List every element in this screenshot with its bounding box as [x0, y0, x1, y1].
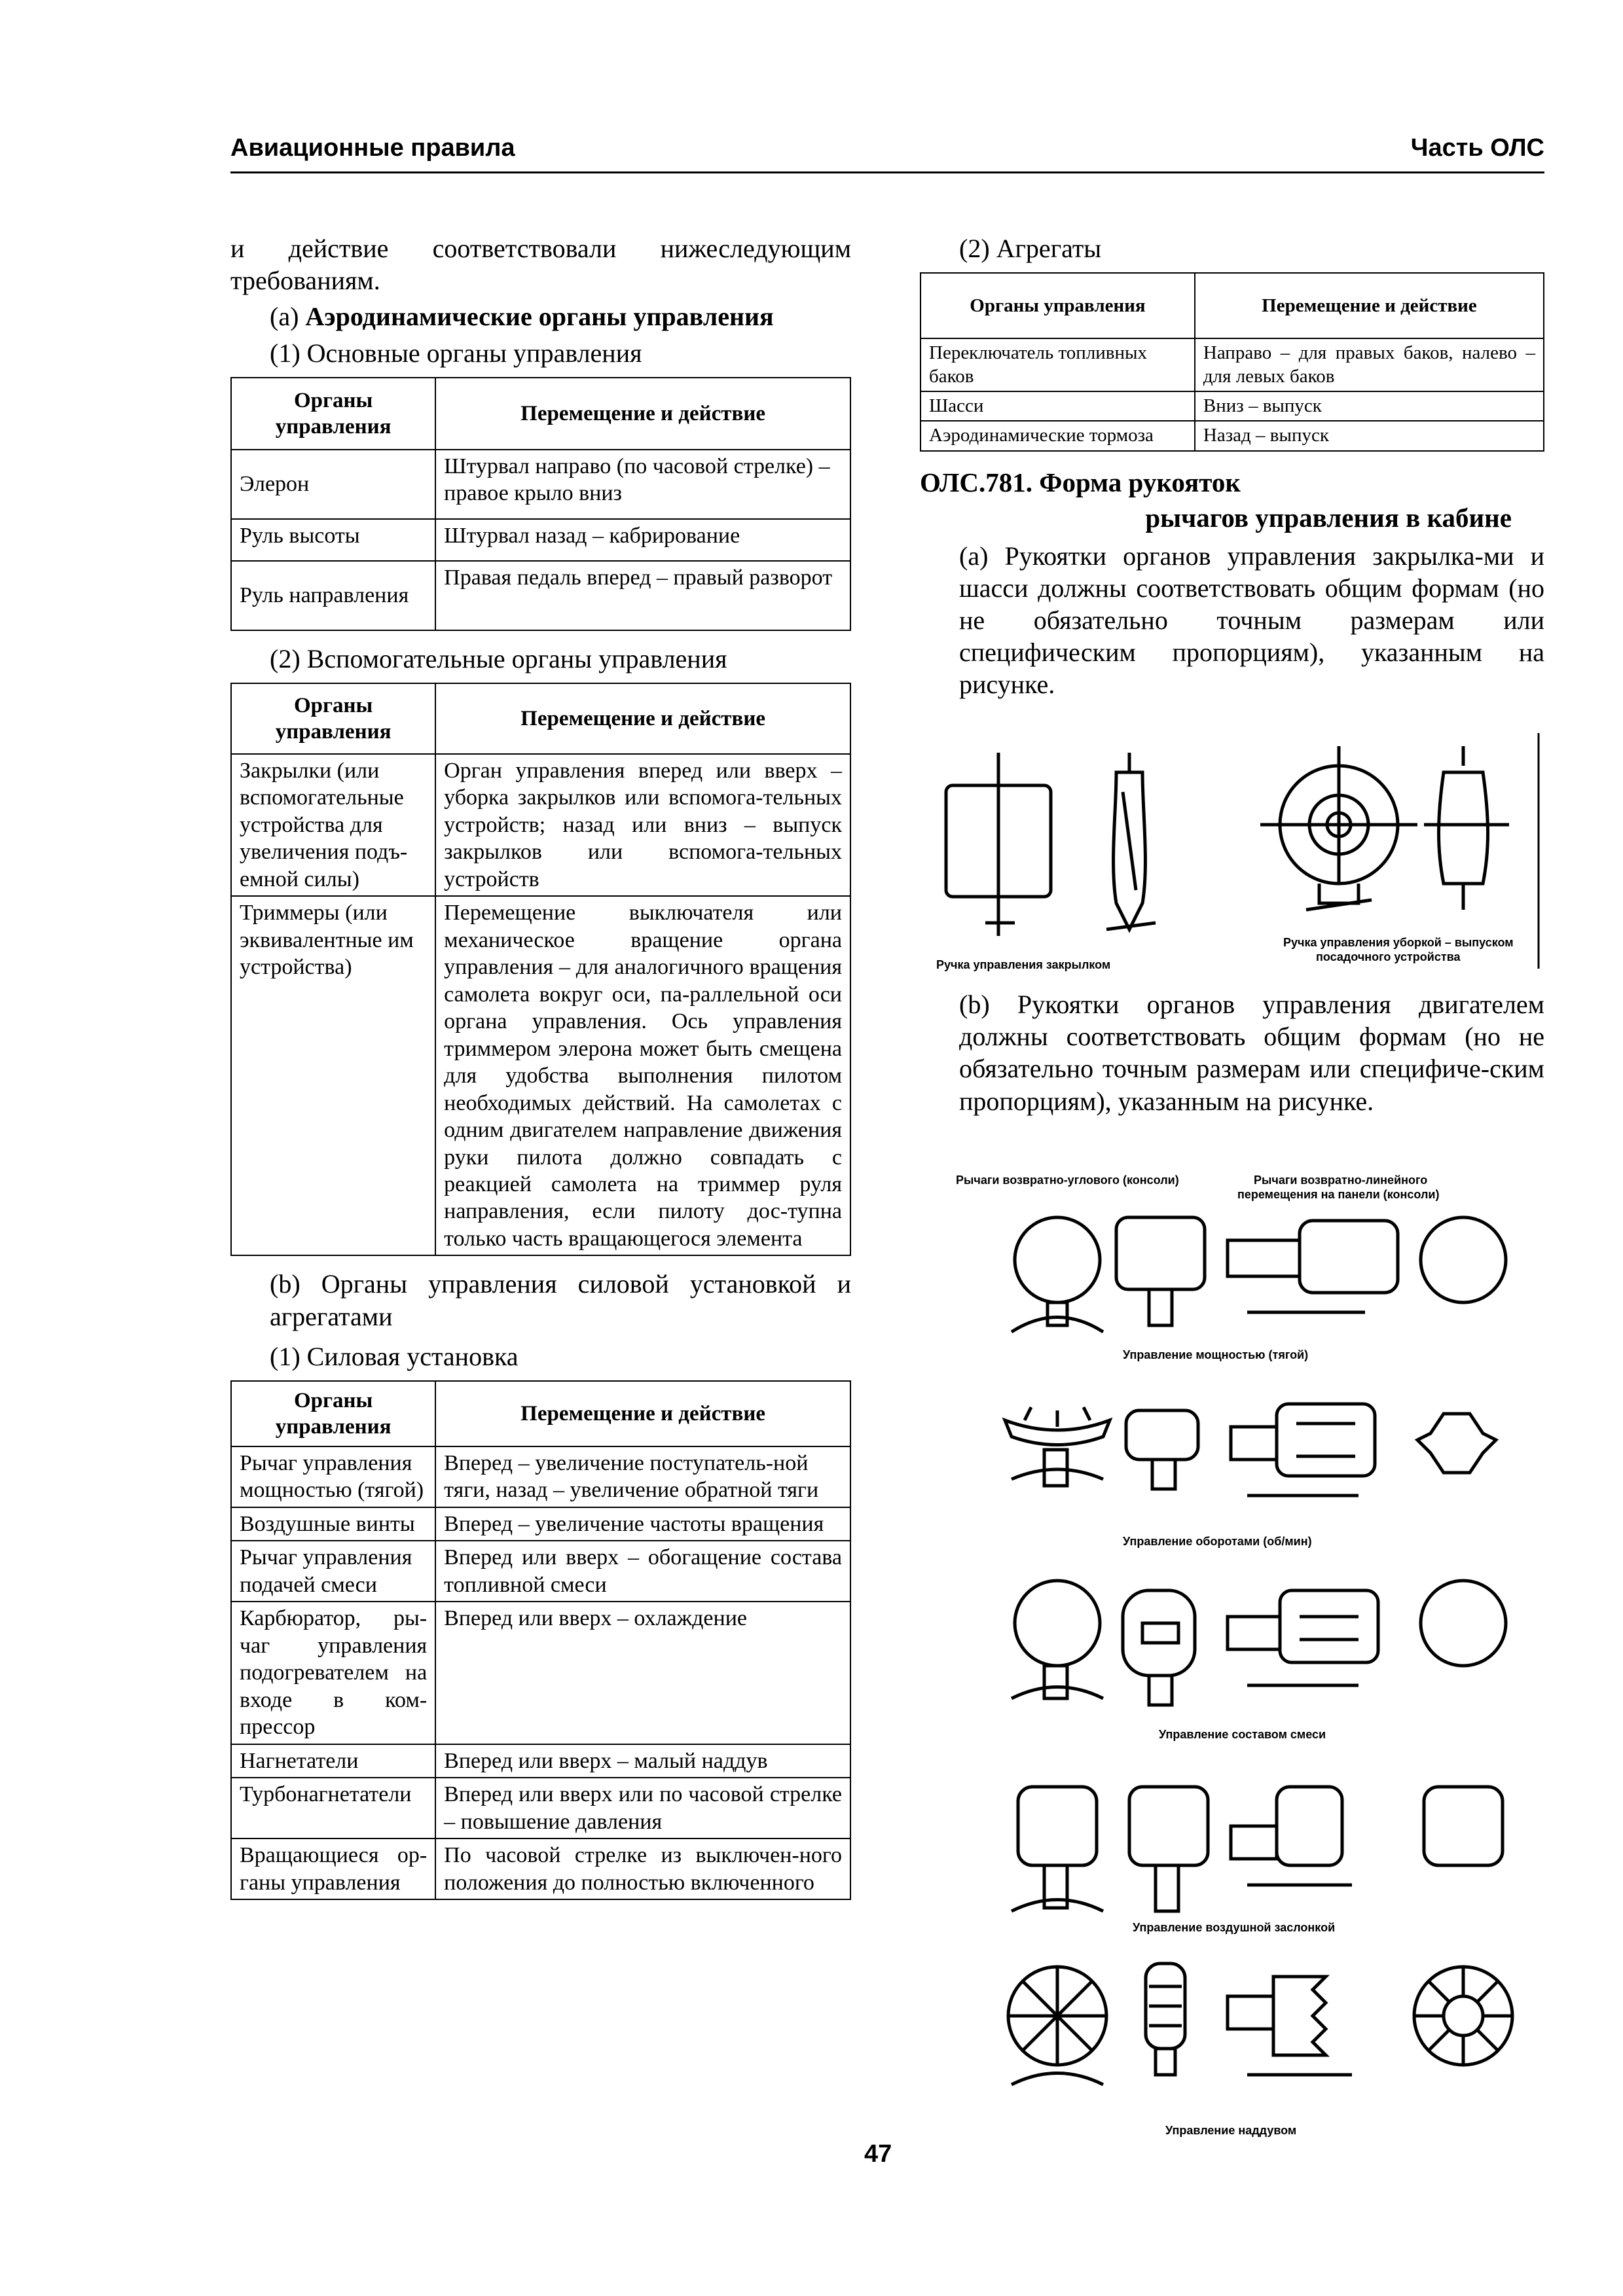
subsection-aux-controls: (2) Вспомогательные органы управления	[270, 643, 727, 673]
table-header-controls: Органы управления	[231, 378, 435, 450]
caption-linear-levers-2: перемещения на панели (консоли)	[1237, 1188, 1440, 1201]
section-b-title: (b) Органы управления силовой установкой и агрегатами	[270, 1269, 851, 1331]
table-header-action: Перемещение и действие	[435, 1381, 850, 1446]
subsection-main-controls: (1) Основные органы управления	[270, 338, 642, 368]
table-cell: Вперед или вверх – малый наддув	[435, 1744, 850, 1778]
subsection-aggregates: (2) Агрегаты	[959, 234, 1102, 263]
caption-linear-levers-1: Рычаги возвратно-линейного	[1254, 1174, 1428, 1187]
subsection-powerplant: (1) Силовая установка	[270, 1341, 519, 1371]
figure-engine-control-knobs	[985, 1204, 1544, 2134]
table-cell: Вперед – увеличение частоты вращения	[435, 1507, 850, 1541]
caption-gear-2: посадочного устройства	[1316, 950, 1461, 963]
caption-flap: Ручка управления закрылком	[936, 958, 1111, 971]
aux-controls-table	[230, 683, 851, 1256]
table-cell: Орган управления вперед или вверх – уборка закрылков или вспомога-тельных устройств; назад или вниз – выпуск закрылков или вспомога-тельных устройств	[435, 754, 850, 896]
table-cell: Направо – для правых баков, налево – для левых баков	[1195, 338, 1544, 391]
table-header-action: Перемещение и действие	[435, 378, 850, 450]
power-knob-row	[1012, 1217, 1506, 1332]
caption-gear-1: Ручка управления уборкой – выпуском	[1283, 936, 1514, 949]
paragraph-b-block	[920, 988, 1544, 1121]
table-cell: Назад – выпуск	[1195, 421, 1544, 450]
table-cell: Вращающиеся ор-ганы управления	[231, 1839, 435, 1899]
section-heading-line2: рычагов управления в кабине	[1145, 503, 1512, 533]
caption-boost: Управление наддувом	[1165, 2124, 1297, 2137]
table-cell: По часовой стрелке из выключен-ного положения до полностью включенного	[435, 1839, 850, 1899]
paragraph-a	[920, 540, 1544, 701]
table-cell: Вперед или вверх или по часовой стрелке – повышение давления	[435, 1778, 850, 1839]
caption-mixture: Управление составом смеси	[1159, 1728, 1326, 1741]
table-cell: Руль высоты	[231, 519, 435, 561]
rpm-knob-row	[1005, 1404, 1496, 1496]
intro-text: и действие соответствовали нижеследующим требованиям.	[230, 234, 851, 296]
section-heading-line1: ОЛС.781. Форма рукояток	[920, 467, 1241, 497]
table-cell: Переключатель топливных баков	[921, 338, 1195, 391]
gear-knob-side-icon	[1439, 746, 1488, 884]
table-cell: Вперед – увеличение поступатель-ной тяги, назад – увеличение обратной тяги	[435, 1446, 850, 1507]
powerplant-table	[230, 1380, 851, 1900]
table-cell: Воздушные винты	[231, 1507, 435, 1541]
caption-rpm: Управление оборотами (об/мин)	[1123, 1535, 1312, 1548]
running-header-part: Часть ОЛС	[1410, 134, 1544, 162]
table-cell: Триммеры (или эквивалентные им устройства)	[231, 896, 435, 1255]
section-a-prefix: (a)	[270, 302, 306, 332]
table-header-controls: Органы управления	[231, 1381, 435, 1446]
section-a-title	[230, 300, 851, 332]
aggregates-table	[920, 272, 1544, 452]
table-cell: Правая педаль вперед – правый разворот	[435, 561, 850, 630]
table-cell: Штурвал назад – кабрирование	[435, 519, 850, 561]
table-header-action: Перемещение и действие	[435, 683, 850, 754]
right-column	[920, 232, 1544, 704]
table-cell: Нагнетатели	[231, 1744, 435, 1778]
table-cell: Закрылки (или вспомогательные устройства для увеличения подъ-емной силы)	[231, 754, 435, 896]
table-cell: Вперед или вверх – охлаждение	[435, 1602, 850, 1744]
caption-air: Управление воздушной заслонкой	[1133, 1921, 1336, 1934]
table-cell: Руль направления	[231, 561, 435, 630]
paragraph-b: (b) Рукоятки органов управления двигателем должны соответствовать общим формам (но не обязательно точным размерам или специфиче-ским пропорциям), указанным на рисунке.	[959, 990, 1544, 1116]
header-rule	[230, 171, 1544, 173]
table-header-controls: Органы управления	[231, 683, 435, 754]
paragraph-a-text: (a) Рукоятки органов управления закрылка-ми и шасси должны соответствовать общим формам (но не обязательно точным размерам или специфическим пропорциям), указанным на рисунке.	[959, 541, 1544, 700]
mixture-knob-row	[1012, 1581, 1506, 1705]
running-header-title: Авиационные правила	[230, 134, 515, 162]
table-header-action: Перемещение и действие	[1195, 273, 1544, 338]
table-header-controls: Органы управления	[921, 273, 1195, 338]
table-cell: Вниз – выпуск	[1195, 391, 1544, 421]
table-cell: Перемещение выключателя или механическое вращение органа управления – для аналогичного вращения самолета вокруг оси, па-раллельной оси органа управления. Ось управления триммером элерона может быть смещена для удобства выполнения пилотом необходимых действий. На самолетах с одним двигателем направление движения руки пилота должно совпадать с реакцией самолета на триммер руля направления, если пилоту дос-тупна только часть вращающегося элемента	[435, 896, 850, 1255]
page-number: 47	[864, 2140, 892, 2168]
caption-rotary-levers: Рычаги возвратно-углового (консоли)	[956, 1174, 1179, 1187]
table-cell: Шасси	[921, 391, 1195, 421]
table-cell: Аэродинамические тормоза	[921, 421, 1195, 450]
table-cell: Вперед или вверх – обогащение состава топливной смеси	[435, 1541, 850, 1602]
table-cell: Карбюратор, ры-чаг управления подогревателем на входе в ком-прессор	[231, 1602, 435, 1744]
air-knob-row	[1012, 1787, 1503, 1911]
section-a-heading: Аэродинамические органы управления	[305, 302, 774, 332]
table-cell: Элерон	[231, 450, 435, 519]
table-cell: Рычаг управления мощностью (тягой)	[231, 1446, 435, 1507]
table-cell: Штурвал направо (по часовой стрелке) – правое крыло вниз	[435, 450, 850, 519]
table-cell: Рычаг управления подачей смеси	[231, 1541, 435, 1602]
left-column	[230, 232, 851, 1912]
boost-knob-row	[1008, 1964, 1512, 2085]
table-cell: Турбонагнетатели	[231, 1778, 435, 1839]
main-controls-table	[230, 377, 851, 631]
caption-power: Управление мощностью (тягой)	[1123, 1348, 1309, 1361]
